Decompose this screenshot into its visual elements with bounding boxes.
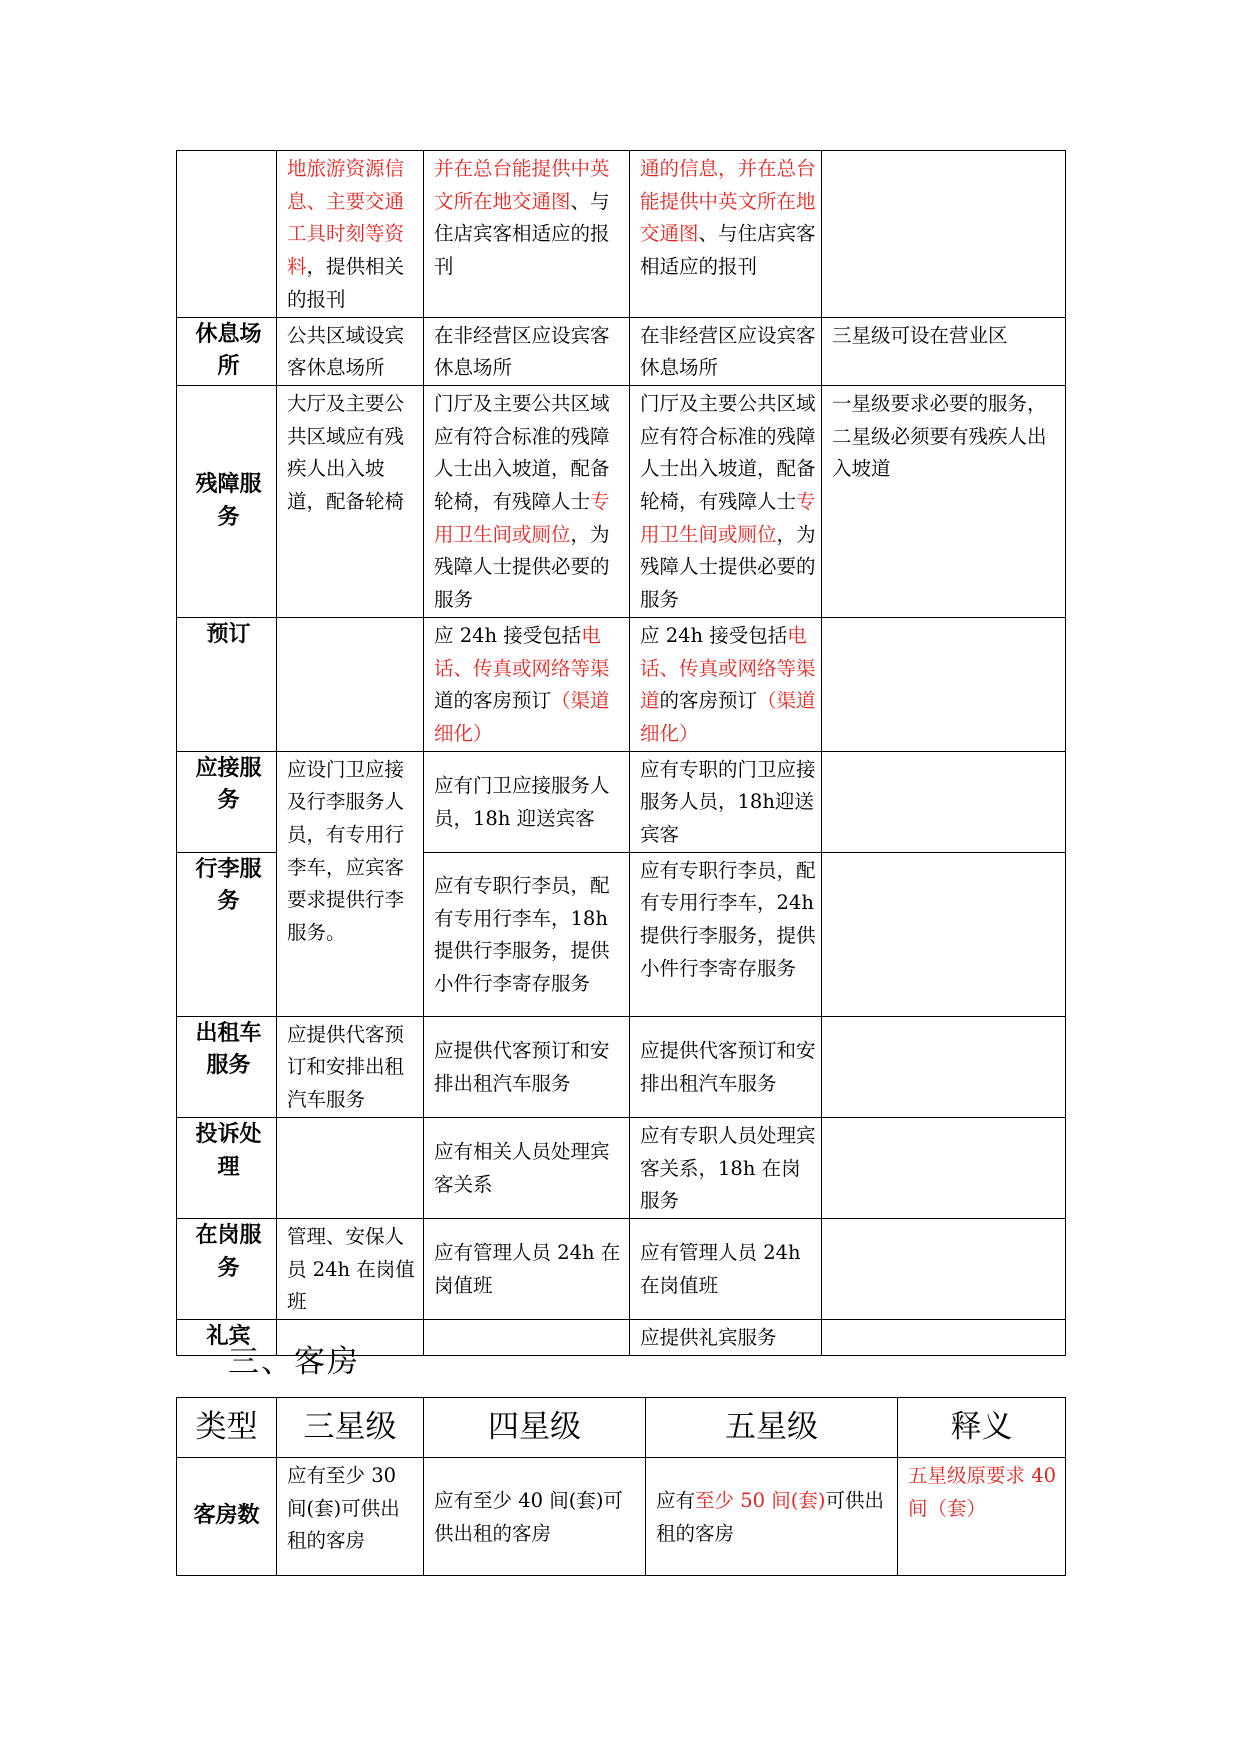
cell-c4 bbox=[822, 853, 1065, 855]
cell-text: 应有专职的门卫应接服务人员，18h迎送宾客 bbox=[640, 757, 816, 847]
cell-c2 bbox=[424, 868, 629, 1001]
table-row bbox=[177, 1117, 1066, 1218]
section-title: 三、客房 bbox=[228, 1344, 360, 1380]
cell-text: 公共区域设宾客休息场所 bbox=[287, 323, 405, 380]
cell-text: 门厅及主要公共区域应有符合标准的残障人士出入坡道，配备轮椅，有残障人士 bbox=[434, 391, 610, 514]
cell-c1 bbox=[277, 1118, 423, 1120]
cell-text: 应有相关人员处理宾客关系 bbox=[434, 1140, 610, 1196]
cell-c1 bbox=[277, 618, 423, 620]
cell-text: 应有管理人员 24h 在岗值班 bbox=[640, 1241, 801, 1298]
cell-text: 应 24h 接受包括 bbox=[640, 623, 788, 647]
cell-c4 bbox=[822, 1320, 1065, 1322]
cell-c1 bbox=[277, 1458, 423, 1558]
cell-text: 可供出租的客房 bbox=[656, 1488, 884, 1545]
cell-text: 道的客房预订 bbox=[434, 689, 552, 713]
cell-c4 bbox=[822, 1118, 1065, 1120]
cell-c1 bbox=[277, 151, 423, 317]
cell-text: 应设门卫应接及行李服务人员，有专用行李车，应宾客要求提供行李服务。 bbox=[287, 757, 405, 945]
cell-text: 管理、安保人员 24h 在岗值班 bbox=[287, 1224, 415, 1314]
cell-text: 应提供代客预订和安排出租汽车服务 bbox=[287, 1022, 405, 1112]
row-category: 预订 bbox=[206, 621, 251, 647]
cell-c1 bbox=[277, 752, 423, 950]
column-header: 三星级 bbox=[277, 1398, 424, 1458]
table-row bbox=[177, 1458, 1066, 1576]
highlighted-text: 地旅游资源信息、主要交通工具时刻等资料 bbox=[287, 157, 405, 279]
cell-c3 bbox=[630, 618, 821, 751]
cell-c3 bbox=[630, 386, 821, 617]
cell-text: 应提供代客预订和安排出租汽车服务 bbox=[640, 1039, 816, 1095]
cell-c4 bbox=[822, 618, 1065, 620]
row-category: 残障服务 bbox=[195, 472, 262, 530]
cell-text: 应有专职行李员，配有专用行李车，24h 提供行李服务，提供小件行李寄存服务 bbox=[640, 858, 816, 980]
row-category: 在岗服务 bbox=[195, 1222, 262, 1281]
row-category: 投诉处理 bbox=[195, 1121, 262, 1180]
cell-text: 应有管理人员 24h 在岗值班 bbox=[434, 1241, 621, 1298]
cell-text: 应有至少 30 间(套)可供出租的客房 bbox=[287, 1464, 400, 1553]
cell-c3 bbox=[630, 318, 821, 385]
cell-text: 的客房预订 bbox=[659, 689, 758, 713]
row-category: 应接服务 bbox=[195, 755, 262, 814]
highlighted-text: 并在总台能提供中英文所在地交通图 bbox=[434, 157, 610, 213]
cell-text: 、与住店宾客相适应的报刊 bbox=[434, 189, 610, 279]
column-header: 类型 bbox=[177, 1398, 277, 1458]
table-row bbox=[177, 151, 1066, 318]
highlighted-text: 至少 50 间(套) bbox=[695, 1488, 826, 1512]
table-row bbox=[177, 317, 1066, 385]
row-category: 休息场所 bbox=[195, 321, 262, 380]
highlighted-text: 五星级原要求 40 间（套） bbox=[908, 1464, 1057, 1520]
cell-c1 bbox=[277, 1219, 423, 1319]
cell-c3 bbox=[630, 151, 821, 284]
table-row bbox=[177, 1016, 1066, 1117]
highlighted-text: （渠道细化） bbox=[434, 689, 610, 745]
cell-text: 应提供礼宾服务 bbox=[640, 1326, 777, 1350]
cell-c4 bbox=[822, 151, 1065, 153]
cell-text: ，为残障人士提供必要的服务 bbox=[640, 522, 816, 612]
cell-c3 bbox=[630, 853, 821, 986]
row-category: 出租车服务 bbox=[195, 1020, 262, 1079]
cell-text: ，为残障人士提供必要的服务 bbox=[434, 522, 610, 612]
table-row bbox=[177, 1218, 1066, 1319]
cell-text: 应有门卫应接服务人员，18h 迎送宾客 bbox=[434, 774, 610, 830]
highlighted-text: 专用卫生间或厕位 bbox=[434, 490, 610, 546]
cell-c2 bbox=[424, 1483, 645, 1550]
cell-c4 bbox=[822, 386, 1065, 486]
cell-c2 bbox=[424, 1033, 629, 1100]
cell-text: 大厅及主要公共区域应有残疾人出入坡道，配备轮椅 bbox=[287, 391, 405, 514]
highlighted-text: 电话、传真或网络等渠道 bbox=[640, 623, 816, 713]
cell-text: 在非经营区应设宾客休息场所 bbox=[640, 323, 816, 380]
table-row bbox=[177, 385, 1066, 617]
cell-text: 应有 bbox=[656, 1488, 696, 1512]
cell-text: ，提供相关的报刊 bbox=[287, 255, 405, 311]
cell-text: 、与住店宾客相适应的报刊 bbox=[640, 222, 816, 279]
cell-text: 应有专职人员处理宾客关系，18h 在岗服务 bbox=[640, 1123, 816, 1213]
service-standards-table bbox=[176, 150, 1066, 1356]
cell-c3 bbox=[630, 752, 821, 852]
column-header: 五星级 bbox=[646, 1398, 898, 1458]
column-header: 四星级 bbox=[424, 1398, 646, 1458]
highlighted-text: 专用卫生间或厕位 bbox=[640, 490, 816, 546]
column-header: 释义 bbox=[898, 1398, 1066, 1458]
cell-c3 bbox=[630, 1118, 821, 1218]
cell-c1 bbox=[277, 318, 423, 385]
highlighted-text: 电话、传真或网络等渠 bbox=[434, 623, 610, 680]
row-category bbox=[177, 151, 276, 152]
cell-c2 bbox=[424, 151, 629, 284]
cell-text: 门厅及主要公共区域应有符合标准的残障人士出入坡道，配备轮椅，有残障人士 bbox=[640, 391, 816, 514]
row-category: 礼宾 bbox=[206, 1324, 251, 1350]
cell-c3 bbox=[630, 1320, 821, 1355]
highlighted-text: 通的信息，并在总台能提供中英文所在地交通图 bbox=[640, 157, 816, 246]
cell-c3 bbox=[630, 1235, 821, 1302]
cell-c2 bbox=[424, 318, 629, 385]
header-row bbox=[177, 1398, 1066, 1458]
cell-text: 应提供代客预订和安排出租汽车服务 bbox=[434, 1039, 610, 1095]
highlighted-text: （渠道细化） bbox=[640, 689, 816, 745]
cell-text: 应有专职行李员，配有专用行李车，18h 提供行李服务，提供小件行李寄存服务 bbox=[434, 873, 610, 995]
cell-c4 bbox=[822, 1017, 1065, 1019]
cell-text: 三星级可设在营业区 bbox=[832, 323, 1008, 347]
cell-c4 bbox=[898, 1458, 1065, 1525]
guest-room-table bbox=[176, 1397, 1066, 1576]
cell-text: 在非经营区应设宾客休息场所 bbox=[434, 323, 610, 380]
table-row bbox=[177, 617, 1066, 751]
cell-c4 bbox=[822, 1219, 1065, 1221]
cell-c4 bbox=[822, 752, 1065, 754]
cell-c1 bbox=[277, 1320, 423, 1322]
cell-c4 bbox=[822, 318, 1065, 353]
cell-text: 一星级要求必要的服务，二星级必须要有残疾人出入坡道 bbox=[832, 391, 1047, 481]
row-category: 行李服务 bbox=[195, 856, 262, 915]
table-row bbox=[177, 751, 1066, 852]
cell-c2 bbox=[424, 386, 629, 617]
cell-c2 bbox=[424, 618, 629, 751]
cell-text: 应 24h 接受包括 bbox=[434, 623, 582, 647]
cell-c2 bbox=[424, 768, 629, 835]
cell-c3 bbox=[630, 1033, 821, 1100]
cell-c2 bbox=[424, 1320, 629, 1322]
cell-c1 bbox=[277, 1017, 423, 1117]
row-category: 客房数 bbox=[193, 1503, 260, 1529]
cell-c1 bbox=[277, 386, 423, 519]
cell-text: 应有至少 40 间(套)可供出租的客房 bbox=[434, 1488, 623, 1545]
cell-c3 bbox=[646, 1483, 897, 1550]
cell-c2 bbox=[424, 1134, 629, 1201]
cell-c2 bbox=[424, 1235, 629, 1302]
